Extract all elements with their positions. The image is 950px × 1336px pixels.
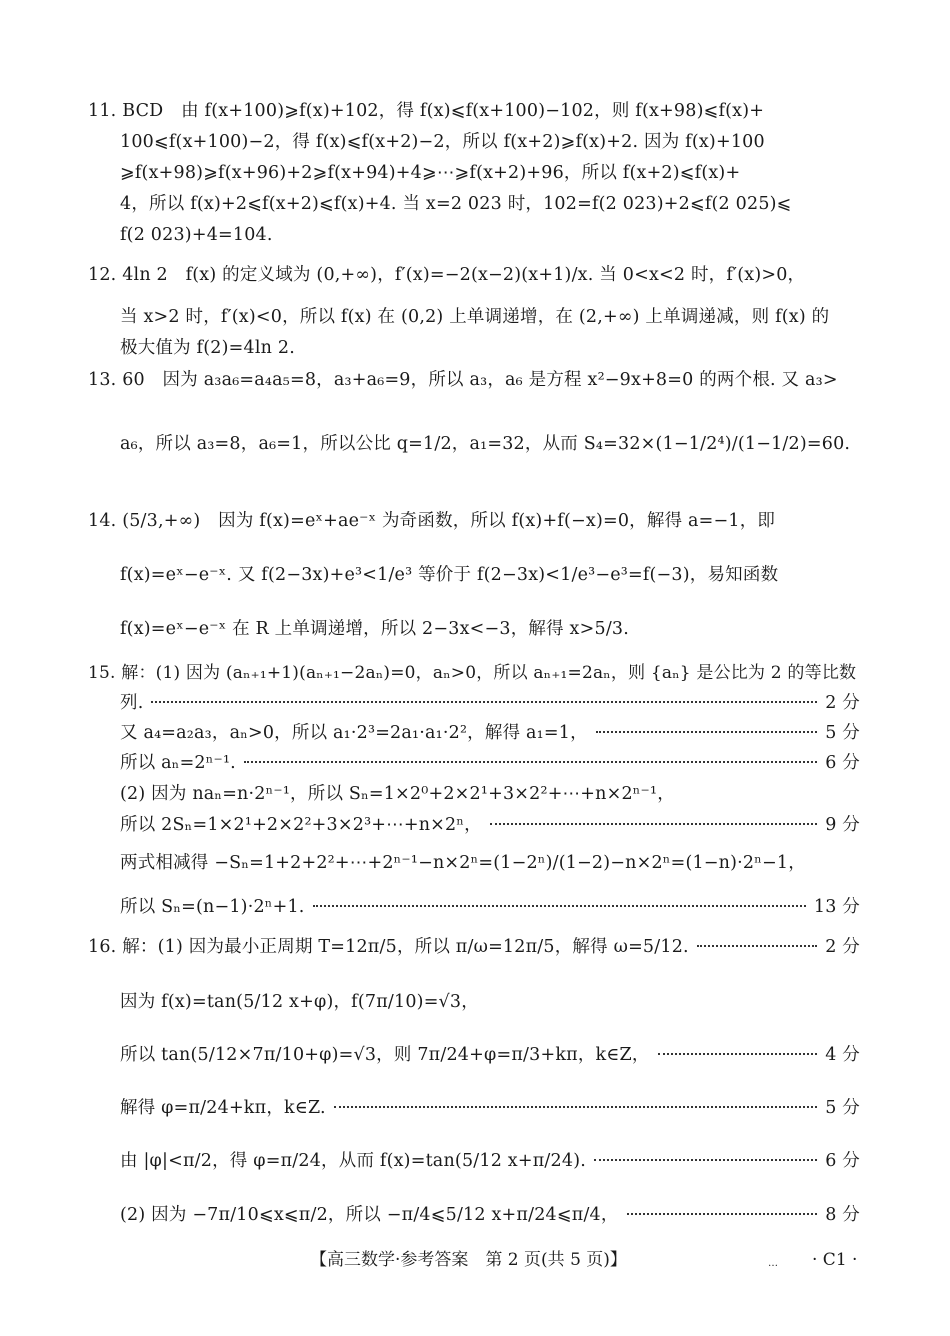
solution-text: 解得 φ=π/24+kπ，k∈Z. [120, 1098, 326, 1118]
solution-line [88, 1095, 860, 1121]
score-label: 2 分 [825, 937, 860, 957]
dot-leader [151, 701, 817, 703]
problem-line: f(x)=eˣ−e⁻ˣ. 又 f(2−3x)+e³<1/e³ 等价于 f(2−3x)<1/e³−e³=f(−3)，易知函数 [120, 565, 779, 585]
solution-text: 两式相减得 −Sₙ=1+2+2²+⋯+2ⁿ⁻¹−n×2ⁿ=(1−2ⁿ)/(1−2)−n×2ⁿ=(1−n)·2ⁿ−1， [120, 853, 806, 873]
score-label: 5 分 [825, 723, 860, 743]
dot-leader [697, 945, 817, 947]
problem-line: 4，所以 f(x)+2⩽f(x+2)⩽f(x)+4. 当 x=2 023 时，102=f(2 023)+2⩽f(2 025)⩽ [120, 194, 792, 214]
solution-line [88, 1042, 860, 1068]
score-label: 6 分 [825, 1151, 860, 1171]
score-label: 6 分 [825, 753, 860, 773]
footer-title: 【高三数学·参考答案 第 2 页(共 5 页)】 [310, 1250, 627, 1270]
solution-line [88, 934, 860, 960]
problem-line: a₆，所以 a₃=8，a₆=1，所以公比 q=1/2，a₁=32，从而 S₄=32×(1−1/2⁴)/(1−1/2)=60. [120, 434, 851, 454]
dot-leader [244, 761, 817, 763]
solution-text: 所以 tan(5/12×7π/10+φ)=√3，则 7π/24+φ=π/3+kπ，k∈Z， [120, 1045, 650, 1065]
solution-text: 因为 f(x)=tan(5/12 x+φ)，f(7π/10)=√3， [120, 992, 479, 1012]
solution-text: 所以 Sₙ=(n−1)·2ⁿ+1. [120, 897, 305, 917]
dot-leader [594, 1159, 817, 1161]
problem-line: f(2 023)+4=104. [120, 225, 273, 245]
solution-line [88, 989, 860, 1015]
solution-line [88, 750, 860, 776]
solution-text: (2) 因为 naₙ=n·2ⁿ⁻¹，所以 Sₙ=1×2⁰+2×2¹+3×2²+⋯+n×2ⁿ⁻¹， [120, 784, 675, 804]
problem-line: f(x)=eˣ−e⁻ˣ 在 R 上单调递增，所以 2−3x<−3，解得 x>5/3. [120, 619, 630, 639]
problem-line: 当 x>2 时，f′(x)<0，所以 f(x) 在 (0,2) 上单调递增，在 (2,+∞) 上单调递减，则 f(x) 的 [120, 307, 830, 327]
solution-text: 由 |φ|<π/2，得 φ=π/24，从而 f(x)=tan(5/12 x+π/24). [120, 1151, 586, 1171]
score-label: 2 分 [825, 693, 860, 713]
solution-line [88, 781, 860, 807]
dot-leader [313, 905, 806, 907]
dot-leader [627, 1213, 818, 1215]
problem-line: 极大值为 f(2)=4ln 2. [120, 338, 295, 358]
solution-text: 又 a₄=a₂a₃，aₙ>0，所以 a₁·2³=2a₁·a₁·2²，解得 a₁=1， [120, 723, 588, 743]
problem-line: 14. (5/3,+∞) 因为 f(x)=eˣ+ae⁻ˣ 为奇函数，所以 f(x)+f(−x)=0，解得 a=−1，即 [88, 511, 776, 531]
score-label: 9 分 [825, 815, 860, 835]
solution-line [88, 894, 860, 920]
solution-text: 所以 2Sₙ=1×2¹+2×2²+3×2³+⋯+n×2ⁿ， [120, 815, 482, 835]
solution-text: (2) 因为 −7π/10⩽x⩽π/2，所以 −π/4⩽5/12 x+π/24⩽π/4， [120, 1205, 619, 1225]
problem-line: 13. 60 因为 a₃a₆=a₄a₅=8，a₃+a₆=9，所以 a₃，a₆ 是方程 x²−9x+8=0 的两个根. 又 a₃> [88, 370, 838, 390]
score-label: 5 分 [825, 1098, 860, 1118]
problem-line: 11. BCD 由 f(x+100)⩾f(x)+102，得 f(x)⩽f(x+100)−102，则 f(x+98)⩽f(x)+ [88, 101, 765, 121]
problem-line: 12. 4ln 2 f(x) 的定义域为 (0,+∞)，f′(x)=−2(x−2)(x+1)/x. 当 0<x<2 时，f′(x)>0， [88, 265, 806, 285]
solution-text: 列. [120, 693, 144, 713]
footer-code: · C1 · [812, 1250, 858, 1270]
dot-leader [490, 823, 817, 825]
footer-mark: … [768, 1258, 778, 1269]
dot-leader [658, 1053, 818, 1055]
solution-line [88, 1202, 860, 1228]
solution-text: 所以 aₙ=2ⁿ⁻¹. [120, 753, 236, 773]
problem-line: ⩾f(x+98)⩾f(x+96)+2⩾f(x+94)+4⩾⋯⩾f(x+2)+96，所以 f(x+2)⩽f(x)+ [120, 163, 741, 183]
solution-line [88, 1148, 860, 1174]
score-label: 13 分 [813, 897, 860, 917]
problem-line: 100⩽f(x+100)−2，得 f(x)⩽f(x+2)−2，所以 f(x+2)⩾f(x)+2. 因为 f(x)+100 [120, 132, 765, 152]
score-label: 8 分 [825, 1205, 860, 1225]
solution-line [88, 812, 860, 838]
solution-line [88, 690, 860, 716]
solution-line [88, 660, 860, 686]
solution-text: 15. 解：(1) 因为 (aₙ₊₁+1)(aₙ₊₁−2aₙ)=0，aₙ>0，所以 aₙ₊₁=2aₙ，则 {aₙ} 是公比为 2 的等比数 [88, 663, 857, 683]
solution-line [88, 720, 860, 746]
dot-leader [596, 731, 817, 733]
dot-leader [334, 1106, 817, 1108]
score-label: 4 分 [825, 1045, 860, 1065]
solution-line [88, 850, 860, 876]
solution-text: 16. 解：(1) 因为最小正周期 T=12π/5，所以 π/ω=12π/5，解得 ω=5/12. [88, 937, 689, 957]
